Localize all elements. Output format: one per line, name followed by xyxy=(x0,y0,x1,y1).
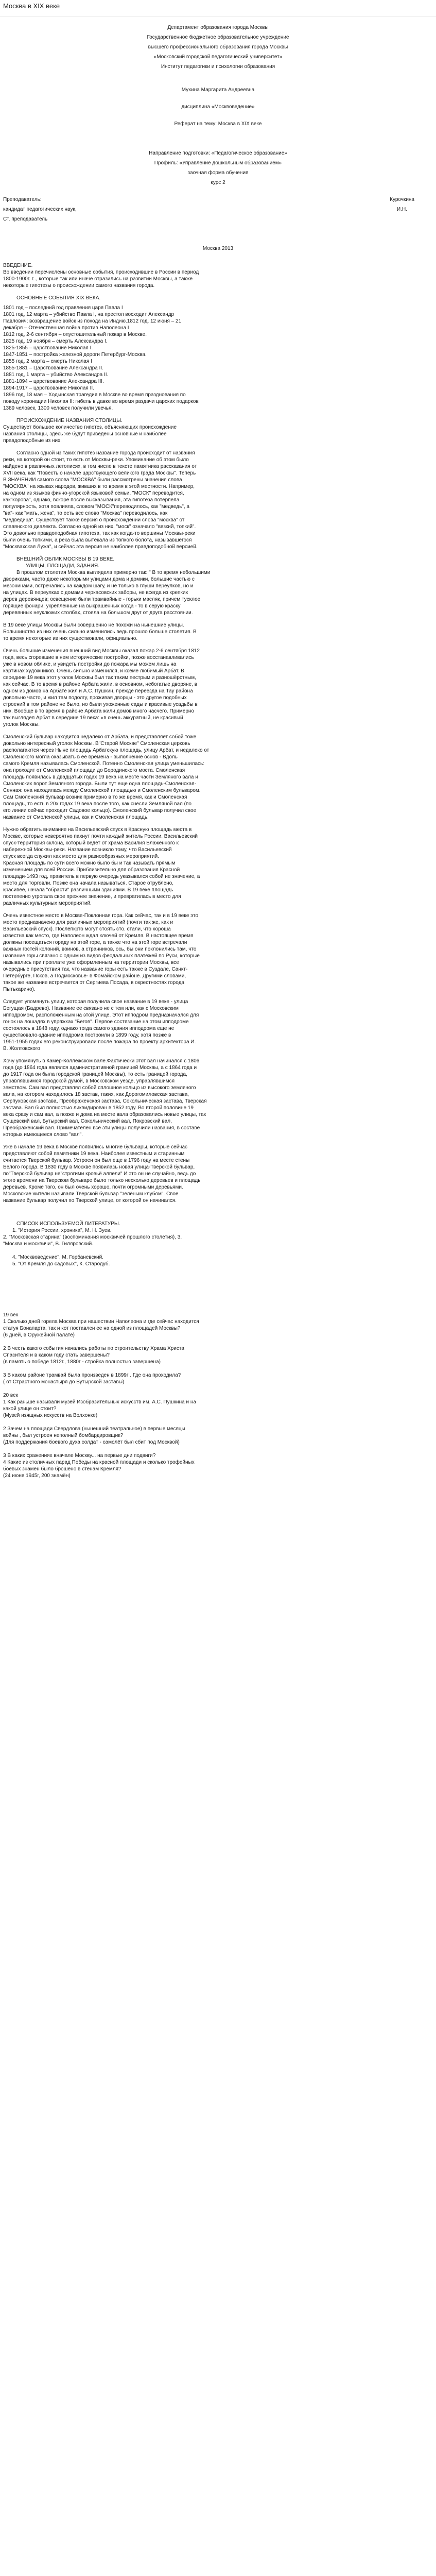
direction-line: курс 2 xyxy=(211,180,225,185)
text-line: так выглядел Арбат в середине 19 века: «в очень аккуратный, не красивый xyxy=(3,715,183,721)
event-line: декабря – Отечественная война против Наполеона I xyxy=(3,325,129,331)
document-body xyxy=(0,16,436,1479)
text-line: Смоленский бульвар находится недалеко от Арбата, и представляет собой тоже xyxy=(3,734,197,740)
quiz-block xyxy=(3,1312,433,1479)
quiz-line: статуя Бонапарта, так и кот поставлен ее на одной из площадей Москвы? xyxy=(3,1326,181,1331)
text-line: как"корова", однако, вскоре после высказывания, эта гипотеза потерпела xyxy=(3,497,180,503)
text-line: горящие фонари, укрепленные на выкрашенных когда - то в серую краску xyxy=(3,603,181,609)
text-line: площадь, то есть в 20х годах 19 века после того, как снесли Земляной вал (по xyxy=(3,801,191,807)
title-line: «Московский городской педагогический университет» xyxy=(153,54,283,60)
quiz-line: какой улице он стоит? xyxy=(3,1406,57,1412)
text-line: деревянных неуклюжих столбах, стояла на большом друг от друга расстоянии. xyxy=(3,610,193,616)
quiz-line xyxy=(3,1385,433,1392)
quiz-line: 19 век xyxy=(3,1312,19,1318)
quiz-line: 4 Какие из столичных парад Победы на красной площади и сколько трофейных xyxy=(3,1460,195,1465)
text-line: Москве, которые невероятно пахнут почти каждый житель России. Васильевский xyxy=(3,834,198,839)
text-line: Сущевский вал, Бутырский вал, Сокольнический вал, Покровский вал, xyxy=(3,1118,172,1124)
teacher-degree: кандидат педагогических наук, xyxy=(3,207,77,212)
teacher-row xyxy=(3,196,433,203)
text-line: деревьев. Кроме того, он был очень хорошо, почти огромными деревьями. xyxy=(3,1184,183,1190)
direction-line: заочная форма обучения xyxy=(187,170,249,176)
event-line: 1881 год, 1 марта – убийство Александра II. xyxy=(3,372,109,378)
text-line: этого времени на Тверском бульваре было только несколько деревьев и площадь xyxy=(3,1178,201,1183)
text-line: Хочу упомянуть в Камер-Коллежском вале.Фактически этот вал начинался с 1806 xyxy=(3,1058,200,1064)
text-line: место для торговли. Позже она начала называться. Старое отрублено, xyxy=(3,880,174,886)
event-line: 1801 год – последний год правления царя Павла I xyxy=(3,305,123,311)
text-line: века сразу и сам вал, а позже и дома на месте вала образовались новые улицы, так xyxy=(3,1112,206,1117)
quiz-line: 2 Зачем на площади Свердлова (нынешний театральное) в первые месяцы xyxy=(3,1426,185,1432)
event-line: 1825 год, 19 ноября – смерть Александра I. xyxy=(3,338,108,344)
text-line: Петербурге, Псков, а Подмосковье- в Фомайском районе. Другими словами, xyxy=(3,973,186,979)
event-line: 1812 год, 2-6 сентября – опустошительный пожар в Москве. xyxy=(3,332,147,337)
text-line: Серпуховская застава, Преображенская застава, Сокольническая застава, Тверская xyxy=(3,1098,207,1104)
text-line: такое же название встречается от Сергиева Посада, в окрестностях города xyxy=(3,980,184,986)
title-line: Институт педагогики и психологии образования xyxy=(161,64,275,70)
text-line: застава. Вал был полностью ликвидирован в 1852 году. Во второй половине 19 xyxy=(3,1105,194,1111)
text-line: постепенно угрогала свое прежнее значение, и превратилась в место для xyxy=(3,894,181,900)
text-line: уголок Москвы. xyxy=(3,722,40,727)
text-line: Сенная: она находилась между Смоленской площадью и Смоленским бульваром. xyxy=(3,788,201,793)
event-line: 1847-1851 – постройка железной дороги Петербург-Москва. xyxy=(3,352,147,358)
look-paragraph-6 xyxy=(3,912,433,993)
source-item: 2. "Московская старина" (воспоминания москвичей прошлого столетия), 3. xyxy=(3,1234,182,1240)
teacher-degree-row xyxy=(3,206,433,213)
text-line: Смоленских ворот Земляного города. Были тут еще одна площадь-Смоленская- xyxy=(3,781,196,787)
event-line: 1881-1894 – царствование Александра III. xyxy=(3,379,104,384)
title-line: Государственное бюджетное образовательное учреждение xyxy=(147,35,289,40)
text-line: название бульвар получил по Тверской улице, от которой он начинался. xyxy=(3,1198,177,1204)
intro-heading: ВВЕДЕНИЕ. xyxy=(3,263,33,268)
text-line: управлявшимся городской думой, в Московском уезде, управлявшимся xyxy=(3,1078,175,1084)
quiz-line xyxy=(3,1419,433,1426)
text-line: существовало-здание ипподрома построили в 1899 году, хотя позже в xyxy=(3,1032,171,1038)
look-paragraph-1 xyxy=(3,569,433,616)
event-line: Павлович; возвращение войск из похода на Индию.1812 год, 12 июня – 21 xyxy=(3,318,182,324)
look-heading: ВНЕШНИЙ ОБЛИК МОСКВЫ В 19 ВЕКЕ. xyxy=(16,556,115,562)
text-line: известна как место, где Наполеон ждал ключей от Кремля. В настоящее время xyxy=(3,933,194,939)
title-line: Департамент образования города Москвы xyxy=(167,25,269,30)
text-line: место предназначено для различных мероприятий (почти так же, как и xyxy=(3,920,173,925)
text-line: Нужно обратить внимание на Васильевский спуск в Красную площадь места в xyxy=(3,827,192,833)
look-subheading: УЛИЦЫ, ПЛОЩАДИ, ЗДАНИЯ. xyxy=(26,563,99,569)
text-line: спуск-территория склона, который ведет от храма Василия Блаженного к xyxy=(3,840,179,846)
text-line: Очень известное место в Москве-Поклонная гора. Как сейчас, так и в 19 веке это xyxy=(3,913,199,919)
event-line: 1855-1881 – Царствование Александра II. xyxy=(3,365,103,371)
quiz-line: 20 век xyxy=(3,1393,19,1398)
text-line: красивее, начала "обрасти" различными зданиями. В 19 веке площадь xyxy=(3,887,173,893)
quiz-line: 3 В каких сражениях вначале Москву... на первые дни подвиги? xyxy=(3,1453,156,1459)
text-line: Существует большое количество гипотез, объясняющих происхождение xyxy=(3,425,177,430)
quiz-line xyxy=(3,1446,433,1452)
text-line: Красная площадь по сути всего можно было бы и так называть прямым xyxy=(3,860,176,866)
text-line: "ва"- как "мать, жена", то есть все слово "Москва" переводилось, как xyxy=(3,511,168,516)
text-line: Очень большие изменения внешний вид Москвы оказал пожар 2-6 сентября 1812 xyxy=(3,648,200,654)
text-line: года, весь сгоревшие в нем исторические постройки, позже восстанавливались xyxy=(3,655,194,660)
event-line: поводу коронации Николая II: гибель в давке во время раздачи царских подарков xyxy=(3,399,199,404)
event-line: 1389 человек, 1300 человек получили увечья. xyxy=(3,405,113,411)
text-line: название горы связано с одним из видов феодальных платежей по Руси, которые xyxy=(3,953,200,959)
teacher-initials: И.Н. xyxy=(397,207,407,212)
text-line: XVII века, как "Повесть о начале царствующего великого града Москвы". Теперь xyxy=(3,470,196,476)
topic-line: Реферат на тему: Москва в XIX веке xyxy=(174,121,262,127)
text-line: земством. Сам вал представлял собой сплошное кольцо из высокого земляного xyxy=(3,1085,196,1091)
source-item: 1. "История России, хроника", М. Н. Зуев. xyxy=(12,1228,112,1233)
text-line: набережной Москвы-реки. Название возникло тому, что Васильевский xyxy=(3,847,172,853)
look-paragraph-8 xyxy=(3,1058,433,1138)
intro-text xyxy=(3,269,433,289)
text-line: были очень топкими, а река была вытекала из топкого болота, называвшегося xyxy=(3,537,192,543)
discipline-line: дисциплина «Москвоведение» xyxy=(181,104,255,110)
text-line: его линии сейчас проходит Садовое кольцо). Смоленский бульвар получил свое xyxy=(3,808,197,814)
text-line: Следует упомянуть улицу, которая получила свое название в 19 веке - улица xyxy=(3,999,188,1005)
text-line: картинах художников. Очень сильно изменился, и ксеме любимый Арбат. В xyxy=(3,668,184,674)
text-line: площадь появилась в двадцатых годах 19 века на месте части Земляного вала и xyxy=(3,774,198,780)
text-line: одном из домов на Арбате жил и А.С. Пушкин, прежде переезда на Тау района xyxy=(3,688,193,694)
quiz-line xyxy=(3,1338,433,1345)
text-line: Смоленского могла оказывать в ее времена - выполнение основ - Вдоль xyxy=(3,754,178,760)
text-line: важных гостей колоний, воинов, а странников, ось, бы они поклонились там, что xyxy=(3,946,197,952)
quiz-line: 1 Как раньше называли музей Изобразительных искусств им. А.С. Пушкина и на xyxy=(3,1399,196,1405)
teacher-position: Ст. преподаватель xyxy=(3,216,48,222)
author-name: Мухина Маргарита Андреевна xyxy=(181,87,255,93)
text-line: она проходит от Смоленской площади до Бородинского моста. Смоленская xyxy=(3,768,185,773)
event-line: 1825-1855 – царствование Николая I. xyxy=(3,345,93,351)
title-institution-block xyxy=(3,24,433,70)
text-line: Сам Смоленский бульвар возник примерно в то же время, как и Смоленская xyxy=(3,794,187,800)
text-line: В 19 веке улицы Москвы были совершенно не похожи на нынешние улицы. xyxy=(3,622,184,628)
text-line: изменением для всей России. Приблизительно для образования Красной xyxy=(3,867,180,873)
text-line: которых имеющееся слово "вал". xyxy=(3,1132,83,1138)
origin-paragraph-1 xyxy=(3,424,433,444)
document-title: Москва в XIX веке xyxy=(0,0,436,16)
look-paragraph-2 xyxy=(3,622,433,642)
text-line: состоялось в 1848 году, однако тогда самого здания ипподрома еще не xyxy=(3,1026,175,1031)
events-heading: ОСНОВНЫЕ СОБЫТИЯ XIX ВЕКА. xyxy=(16,295,101,301)
text-line: года (до 1864 года являлся административной границей Москвы, а с 1864 года и xyxy=(3,1065,197,1071)
text-line: Васильевский спуск). Поcлепкрто могут стоять сто. стали, что хороша xyxy=(3,926,171,932)
text-line: на улицах. В переулках с домами черкасовских заборы, не всегда из крепких xyxy=(3,590,188,596)
text-line: Согласно одной из таких гипотез название города происходит от названия xyxy=(16,450,195,456)
text-line: названия столицы, здесь же будут приведены основные и наиболее xyxy=(3,431,167,437)
direction-block xyxy=(3,150,433,186)
event-line: 1894-1917 – царствование Николая II. xyxy=(3,385,94,391)
source-item xyxy=(3,1247,433,1254)
event-line: 1801 год, 12 марта – убийство Павла I, на престол восходит Александр xyxy=(3,312,175,317)
text-line: мезонинами, встречались на каждом шагу, и не только в глуши переулков, но и xyxy=(3,583,194,589)
text-line: Это довольно правдоподобная гипотеза, так как когда-то вершины Москвы-реки xyxy=(3,531,196,536)
quiz-line: (Для поддержания боевого духа солдат - самолёт был сбит под Москвой) xyxy=(3,1439,180,1445)
source-item: "Москва и москвичи", В. Гиляровский. xyxy=(3,1241,94,1247)
text-line: довольно часто, и жил там подолгу, проживая дворцы - это другое подобных xyxy=(3,695,187,701)
text-line: должны посещаться гораду на этой горе, а также что на этой горе встречали xyxy=(3,940,187,945)
text-line: Бегущая (Бадрево). Название ее связано не с тем или, как с Московским xyxy=(3,1006,179,1011)
text-line: В ЗНАЧЕНИИ самого слова "МОСКВА" были рассмотрены значения слова xyxy=(3,477,182,483)
text-line: самого Кремля называлась Смоленской. Потенно Смоленская улица уменьшилась: xyxy=(3,761,205,767)
text-line: В прошлом столетия Москва выглядела примерно так: " В то время небольшими xyxy=(16,570,211,575)
direction-line: Направление подготовки: «Педагогическое образование» xyxy=(149,150,287,156)
sources-heading: СПИСОК ИСПОЛЬЗУЕМОЙ ЛИТЕРАТУРЫ. xyxy=(16,1221,120,1227)
text-line: найдено в различных летописях, в том числе в тексте памятника рассказания от xyxy=(3,464,197,469)
events-list xyxy=(3,304,433,412)
text-line: некоторые гипотезы о происхождении самого названия города. xyxy=(3,283,155,289)
text-line: довольно интересный уголок Москвы. В"Старой Москве" Смоленская церковь xyxy=(3,741,190,747)
source-item: 4. "Москвоведение", М. Горбаневский. xyxy=(12,1255,103,1260)
text-line: по"Тверской бульвар не"строгими кровьё алпели" И это он не случайно, ведь до xyxy=(3,1171,196,1177)
text-line: середине 19 века этот уголок Москвы был так таким пестрым и разношёрстным, xyxy=(3,675,196,681)
text-line: считается Тверской бульвар. Устроен он был еще в 1796 году на месте стены xyxy=(3,1158,190,1163)
teacher-label: Преподаватель: xyxy=(3,197,42,202)
text-line: располагаются через Ныне площадь Арбатскую площадь, улицу Арбат, и недалеко от xyxy=(3,748,210,753)
text-line: уже в новом облике, и увидеть постройки до пожара мы можем лишь на xyxy=(3,662,177,667)
text-line: различных культурных мероприятий. xyxy=(3,901,92,906)
direction-line: Профиль: «Управление дошкольным образованием» xyxy=(154,160,282,166)
text-line: славянского диалекта. Согласно одной из них, "моск" означало "вязкий, топкий". xyxy=(3,524,196,530)
title-line: высшего профессионального образования города Москвы xyxy=(148,44,288,50)
text-line: назывались при проплате уже оформленным на территории Москвы, все xyxy=(3,960,179,965)
look-paragraph-9 xyxy=(3,1144,433,1204)
quiz-line xyxy=(3,1365,433,1372)
text-line: двориками, часто даже некоторыми улицами дома и домики, большие частью с xyxy=(3,577,195,582)
text-line: Белого города. В 1830 году в Москве появилась новая улица-Тверской бульвар, xyxy=(3,1164,195,1170)
text-line: строений в том районе не было, но были ухоженные сады и красивые усадьбы в xyxy=(3,702,198,707)
teacher-surname: Курочкина xyxy=(390,197,414,202)
text-line: как сейчас. В то время в районе Арбата жили, в основном, небогатые дворяне, в xyxy=(3,682,198,687)
quiz-line: 2 В честь какого события начались работы по строительству Храма Христа xyxy=(3,1346,184,1351)
quiz-line: ( от Страстного монастыря до Бутырской заставы) xyxy=(3,1379,125,1385)
quiz-line: (Музей изящных искусств на Волхонке) xyxy=(3,1413,98,1418)
quiz-line: (24 июня 1945г, 200 знамён) xyxy=(3,1473,71,1479)
city-year: Москва 2013 xyxy=(202,246,234,251)
look-paragraph-3 xyxy=(3,648,433,728)
text-line: В. Жолтовского xyxy=(3,1046,40,1052)
text-line: до 1917 года он была городской границей Москвы), то есть границей города, xyxy=(3,1072,187,1077)
text-line: на одном из языков финно-угорской языковой семьи, "МОСК" переводится, xyxy=(3,490,184,496)
text-line: 1800-1900г. г.., которые так или иначе отразились на развитии Москвы, а также xyxy=(3,276,193,282)
text-line: "МОСКВА" на языках народов, живших в то время в этой местности. Например, xyxy=(3,484,195,489)
quiz-line: 1 Сколько дней горела Москва при нашествии Наполеона и где сейчас находится xyxy=(3,1319,199,1325)
text-line: вала, на котором находилось 18 застав, таких, как Дорогомиловская застава, xyxy=(3,1092,189,1097)
text-line: Во введении перечислены основные события, происходившие в России в период xyxy=(3,269,199,275)
quiz-line: 3 В каком районе трамвай была произведен в 1899г . Где она проходила? xyxy=(3,1372,181,1378)
text-line: площади-1493 год, правитель в первую очередь указывался собой не значение, а xyxy=(3,874,200,879)
text-line: "медведица". Существует также версия о происхождении слова "москва" от xyxy=(3,517,185,523)
origin-paragraph-2 xyxy=(3,450,433,550)
text-line: Уже в начале 19 века в Москве появились многие бульвары, которые сейчас xyxy=(3,1144,188,1150)
text-line: 1951-1955 годах его реконструировали после пожара по проекту архитектора И. xyxy=(3,1039,196,1045)
sources-list xyxy=(3,1227,433,1267)
quiz-line: войны , был устроен неполный бомбардировщик? xyxy=(3,1433,124,1438)
text-line: Пытькарино). xyxy=(3,987,36,992)
quiz-line: (6 дней, в Оружейной палате) xyxy=(3,1332,75,1338)
look-paragraph-4 xyxy=(3,734,433,821)
text-line: спуск всегда служил как место для разнообразных мероприятий. xyxy=(3,854,159,859)
text-line: них. Вообще в то время в районе Арбата жили домов много насчего. Примерно xyxy=(3,708,194,714)
origin-heading: ПРОИСХОЖДЕНИЕ НАЗВАНИЯ СТОЛИЦЫ. xyxy=(16,418,123,423)
text-line: Большинство из них очень сильно изменились ведь прошло больше столетия. В xyxy=(3,629,197,635)
text-line: название от Смоленской улицы, как и Смоленская площадь. xyxy=(3,815,149,820)
quiz-line: (в память о победе 1812г., 1880г - стройка полностью завершена) xyxy=(3,1359,161,1365)
text-line: правдоподобные из них. xyxy=(3,438,62,444)
text-line: представляют собой памятники 19 века. Наиболее известным и старинным xyxy=(3,1151,185,1157)
text-line: популярность, хотя повлияла, словом "МОСК"переводилось, как "медведь", а xyxy=(3,504,189,510)
source-item: 5. "От Кремля до садовых", К. Стародуб. xyxy=(12,1261,110,1267)
event-line: 1896 год, 18 мая – Ходынская трагедия в Москве во время празднования по xyxy=(3,392,186,398)
text-line: "Москвахская Лужа", и сейчас эта версия не наиболее правдоподобной версией. xyxy=(3,544,198,550)
text-line: ипподромом, расположенным на этой улице. Этот ипподром предназначался для xyxy=(3,1012,199,1018)
event-line: 1855 год, 2 марта – смерть Николая I xyxy=(3,359,92,364)
text-line: дерев деревянцев; освещение были трамвайные - горьки масляк, причем тусклое xyxy=(3,597,201,602)
text-line: Преображенский вал. Примечателен все эти улицы получили названия, в составе xyxy=(3,1125,200,1131)
quiz-line: Спасителя и в каком году стать завершены? xyxy=(3,1352,110,1358)
quiz-line: боевых знамен было брошено в стенам Кремля? xyxy=(3,1466,121,1472)
look-paragraph-5 xyxy=(3,826,433,907)
look-paragraph-7 xyxy=(3,998,433,1052)
text-line: реки, на которой он стоит, то есть от Москвы-реки. Упоминание об этом было xyxy=(3,457,189,463)
text-line: Московские жители называли Тверской бульвар "зелёным клубом". Свое xyxy=(3,1191,179,1197)
text-line: гонок на лошадях в упряжках "Бегов". Первое состязание на этом ипподроме xyxy=(3,1019,189,1025)
text-line: очередные присутствия так, что название горы есть также в Суздале, Санкт- xyxy=(3,967,188,972)
text-line: то время некоторые из них существовали, официально. xyxy=(3,636,138,641)
